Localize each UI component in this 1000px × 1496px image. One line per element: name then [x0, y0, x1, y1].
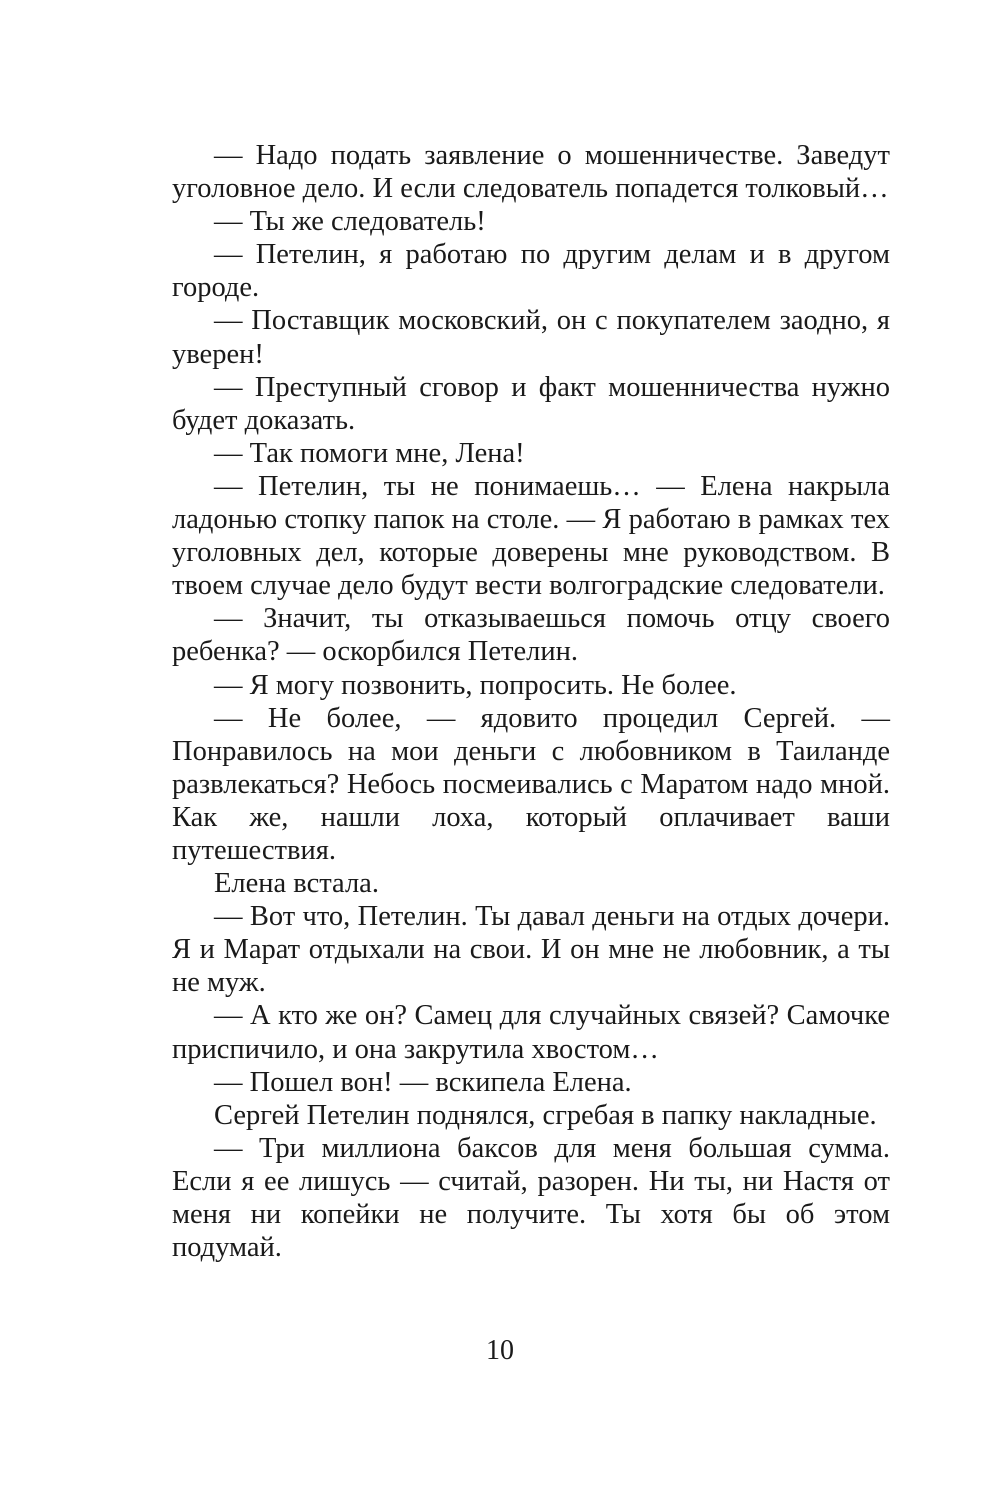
paragraph: — Пошел вон! — вскипела Елена.: [214, 1066, 632, 1098]
paragraph: — Я могу позвонить, попросить. Не более.: [214, 669, 737, 701]
paragraph: — Три миллиона баксов для меня большая сумма. Если я ее лишусь — считай, разорен. Ни ты, ни Настя от меня ни копейки не получите. Ты хотя бы об этом подумай.: [172, 1132, 890, 1264]
paragraph: Елена встала.: [214, 868, 379, 900]
paragraph: Сергей Петелин поднялся, сгребая в папку накладные.: [214, 1099, 877, 1131]
page-number: 10: [486, 1335, 514, 1366]
paragraph: — Петелин, ты не понимаешь… — Елена накрыла ладонью стопку папок на столе. — Я работаю в рамках тех уголовных дел, которые доверены мне руководством. В твоем случае дело будут вести волгоградские следователи.: [172, 470, 890, 602]
body-text: [172, 139, 890, 1264]
paragraph: — Поставщик московский, он с покупателем заодно, я уверен!: [172, 305, 890, 370]
paragraph: — Преступный сговор и факт мошенничества нужно будет доказать.: [172, 371, 890, 436]
paragraph: — Не более, — ядовито процедил Сергей. — Понравилось на мои деньги с любовником в Таиланде развлекаться? Небось посмеивались с Маратом надо мной. Как же, нашли лоха, который оплачивает ваши путешествия.: [172, 702, 890, 866]
paragraph: — Петелин, я работаю по другим делам и в другом городе.: [172, 239, 890, 304]
paragraph: — Вот что, Петелин. Ты давал деньги на отдых дочери. Я и Марат отдыхали на свои. И он мне не любовник, а ты не муж.: [172, 901, 890, 999]
paragraph: — А кто же он? Самец для случайных связей? Самочке приспичило, и она закрутила хвостом…: [172, 1000, 890, 1065]
paragraph: — Так помоги мне, Лена!: [214, 437, 525, 469]
paragraph: — Ты же следователь!: [214, 206, 486, 238]
paragraph: — Значит, ты отказываешься помочь отцу своего ребенка? — оскорбился Петелин.: [172, 603, 890, 668]
paragraph: — Надо подать заявление о мошенничестве. Заведут уголовное дело. И если следователь попадется толковый…: [172, 140, 890, 205]
